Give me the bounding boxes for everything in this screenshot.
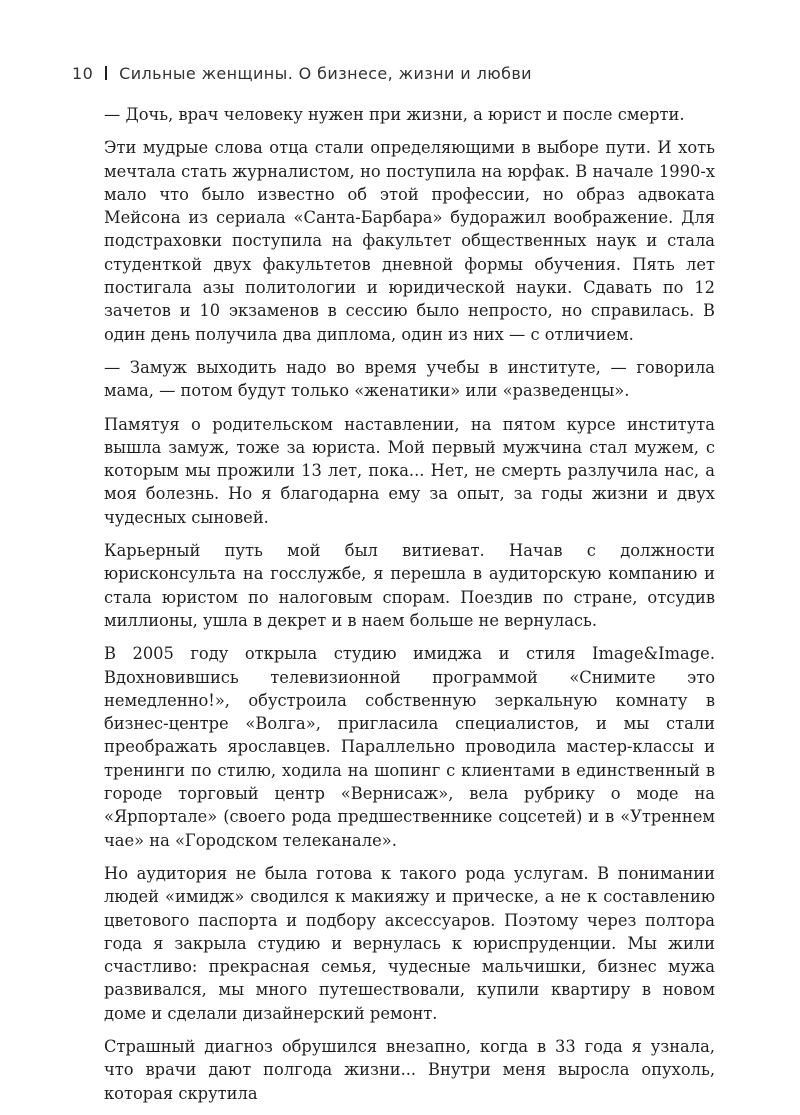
running-head — [72, 60, 532, 86]
paragraph: В 2005 году открыла студию имиджа и стиля Image&Image. Вдохновившись телевизионной программой «Снимите это немедленно!», обустроила собственную зеркальную комнату в бизнес-центре «Волга», пригласила специалистов, и мы стали преображать ярославцев. Параллельно проводила мастер-классы и тренинги по стилю, ходила на шопинг с клиентами в единственный в городе торговый центр «Вернисаж», вела рубрику о моде на «Ярпортале» (своего рода предшественнике соцсетей) и в «Утреннем чае» на «Городском телеканале». — [104, 644, 715, 850]
header-separator — [105, 66, 107, 80]
paragraph: — Дочь, врач человеку нужен при жизни, а юрист и после смерти. — [104, 105, 685, 124]
paragraph: Карьерный путь мой был витиеват. Начав с должности юрисконсульта на госслужбе, я перешла в аудиторскую компанию и стала юристом по налоговым спорам. Поездив по стране, отсудив миллионы, ушла в декрет и в наем больше не вернулась. — [104, 541, 715, 630]
page-number: 10 — [72, 63, 94, 83]
paragraph: Но аудитория не была готова к такого рода услугам. В понимании людей «имидж» сводился к макияжу и прическе, а не к составлению цветового паспорта и подбору аксессуаров. Поэтому через полтора года я закрыла студию и вернулась к юриспруденции. Мы жили счастливо: прекрасная семья, чудесные мальчишки, бизнес мужа развивался, мы много путешествовали, купили квартиру в новом доме и сделали дизайнерский ремонт. — [104, 863, 715, 1023]
paragraph: Эти мудрые слова отца стали определяющими в выборе пути. И хоть мечтала стать журналистом, но поступила на юрфак. В начале 1990-х мало что было известно об этой профессии, но образ адвоката Мейсона из сериала «Санта-Барбара» будоражил воображение. Для подстраховки поступила на факультет общественных наук и стала студенткой двух факультетов дневной формы обучения. Пять лет постигала азы политологии и юридической науки. Сдавать по 12 зачетов и 10 экзаменов в сессию было непросто, но справилась. В один день получила два диплома, один из них — с отличием. — [104, 138, 715, 344]
body-text — [104, 103, 715, 1115]
running-title: Сильные женщины. О бизнесе, жизни и любви — [119, 63, 532, 83]
paragraph: — Замуж выходить надо во время учебы в институте, — говорила мама, — потом будут только «женатики» или «разведенцы». — [104, 357, 715, 401]
paragraph: Памятуя о родительском наставлении, на пятом курсе института вышла замуж, тоже за юриста. Мой первый мужчина стал мужем, с которым мы прожили 13 лет, пока... Нет, не смерть разлучила нас, а моя болезнь. Но я благодарна ему за опыт, за годы жизни и двух чудесных сыновей. — [104, 414, 715, 527]
paragraph: Страшный диагноз обрушился внезапно, когда в 33 года я узнала, что врачи дают полгода жизни... Внутри меня выросла опухоль, которая скрутила — [104, 1036, 715, 1103]
